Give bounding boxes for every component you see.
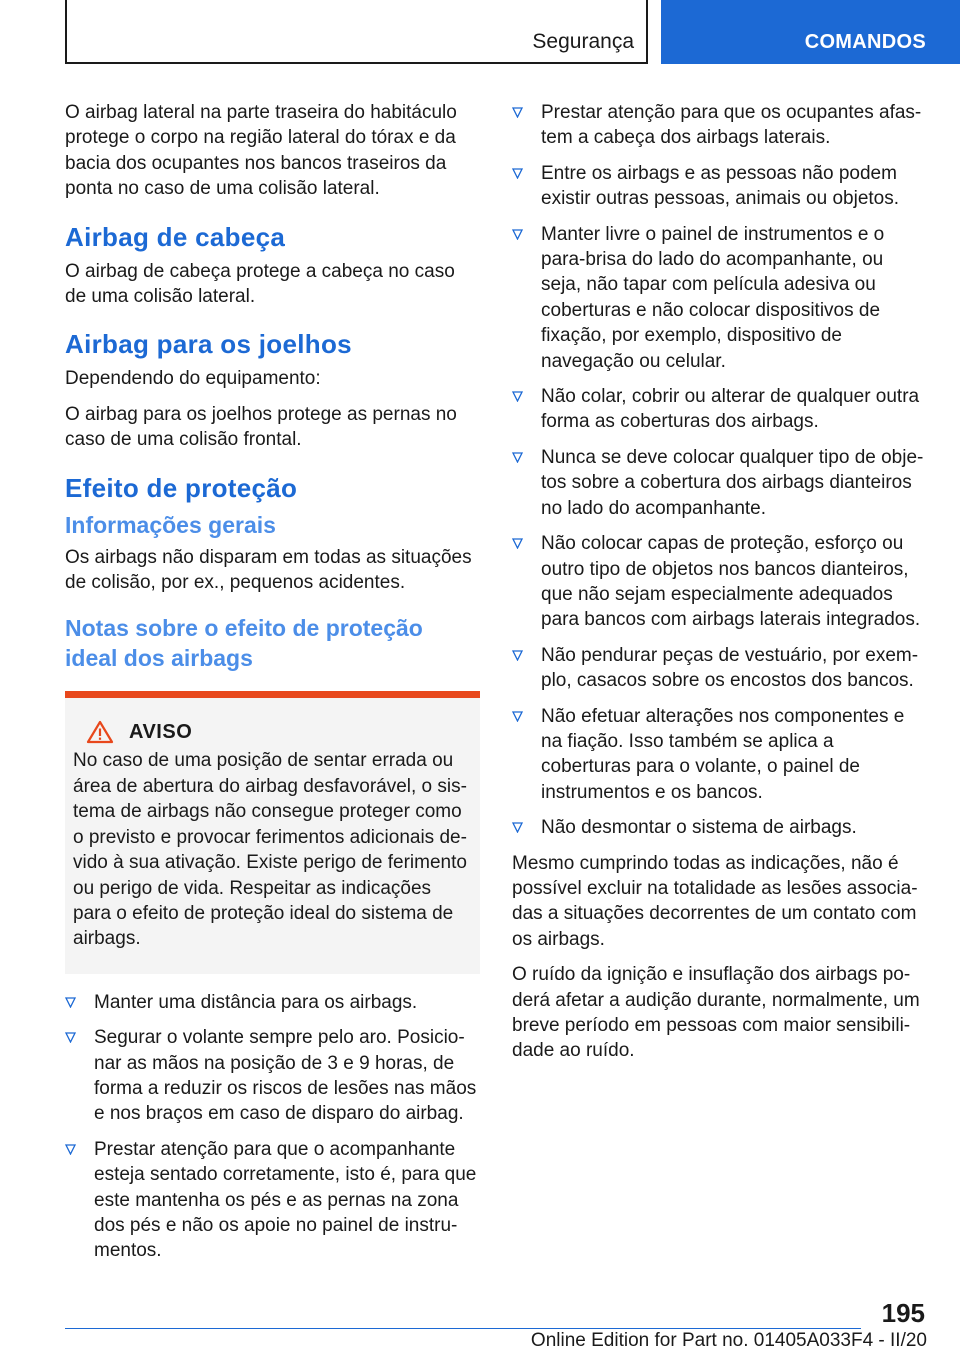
right-bullet-list [512,100,927,841]
triangle-bullet-icon [512,107,523,118]
notes-heading: Notas sobre o efeito de proteção ideal dos airbags [65,615,423,672]
list-item: Entre os airbags e as pessoas não podem existir outras pessoas, animais ou objetos. [512,161,927,212]
triangle-bullet-icon [512,650,523,661]
header-chapter-tab [661,0,960,64]
knee-airbag-equipment-note: Dependendo do equipamento: [65,368,321,390]
list-item: Prestar atenção para que os ocupantes afastem a cabeça dos airbags laterais. [512,100,927,151]
list-item: Manter livre o painel de instrumentos e o para-brisa do lado do acompanhante, ou seja, não tapar com película adesiva ou coberturas e não colocar dispositivos de fixação, por exemplo, dispositivo de navegação ou celular. [512,222,927,374]
header-section-tab [65,0,648,64]
intro-paragraph: O airbag lateral na parte traseira do habitáculo protege o corpo na região lateral do tórax e da bacia dos ocupantes nos bancos traseiros da ponta no caso de uma colisão lateral. [65,102,457,200]
warning-header [73,720,470,744]
noise-paragraph: O ruído da ignição e insuflação dos airbags poderá afetar a audição durante, normalmente, um breve período em pessoas com maior sensibilidade ao ruído. [512,964,920,1062]
head-airbag-heading: Airbag de cabeça [65,221,286,252]
list-item: Não colar, cobrir ou alterar de qualquer outra forma as coberturas dos airbags. [512,384,927,435]
list-item: Manter uma distância para os airbags. [65,990,480,1015]
page-number: 195 [881,1298,925,1328]
left-bullet-list [65,990,480,1264]
list-item: Nunca se deve colocar qualquer tipo de objetos sobre a cobertura dos airbags dianteiros no lado do acompanhante. [512,445,927,521]
list-item: Não efetuar alterações nos componentes e na fiação. Isso também se aplica a coberturas para o volante, o painel de instrumentos e os bancos. [512,704,927,806]
list-item: Segurar o volante sempre pelo aro. Posicionar as mãos na posição de 3 e 9 horas, de forma a reduzir os riscos de lesões nas mãos e nos braços em caso de disparo do airbag. [65,1025,480,1127]
warning-box [65,691,480,973]
general-info-heading: Informações gerais [65,511,276,538]
warning-label: AVISO [129,720,193,743]
warning-text: No caso de uma posição de sentar errada ou área de abertura do airbag desfavorável, o sistema de airbags não consegue proteger como o previsto e provocar ferimentos adicionais devido à sua ativação. Existe perigo de ferimento ou perigo de vida. Respeitar as indicações para o efeito de proteção ideal do sistema de airbags. [73,750,467,950]
list-item: Não pendurar peças de vestuário, por exemplo, casacos sobre os encostos dos bancos. [512,643,927,694]
protection-heading: Efeito de proteção [65,472,298,503]
list-item: Não desmontar o sistema de airbags. [512,815,927,840]
triangle-bullet-icon [512,538,523,549]
triangle-bullet-icon [512,711,523,722]
footer-edition: Online Edition for Part no. 01405A033F4 - II/20 [530,1330,927,1351]
triangle-bullet-icon [65,997,76,1008]
general-info-paragraph: Os airbags não disparam em todas as situações de colisão, por ex., pequenos acidentes. [65,546,472,594]
right-column [512,100,927,1074]
list-item: Prestar atenção para que o acompanhante esteja sentado corretamente, isto é, para que este mantenha os pés e as pernas na zona dos pés e não os apoie no painel de instrumentos. [65,1137,480,1264]
triangle-bullet-icon [65,1144,76,1155]
triangle-bullet-icon [512,391,523,402]
contact-paragraph: Mesmo cumprindo todas as indicações, não é possível excluir na totalidade as lesões associadas a situações decorrentes de um contato com os airbags. [512,852,918,950]
footer-divider [65,1328,861,1329]
triangle-bullet-icon [512,229,523,240]
triangle-bullet-icon [512,452,523,463]
triangle-bullet-icon [512,168,523,179]
list-item: Não colocar capas de proteção, esforço ou outro tipo de objetos nos bancos dianteiros, que não sejam especialmente adequados para bancos com airbags laterais integrados. [512,531,927,633]
section-title: Segurança [532,30,634,53]
triangle-bullet-icon [512,822,523,833]
triangle-bullet-icon [65,1032,76,1043]
warning-triangle-icon [86,720,114,744]
left-column [65,100,480,1274]
chapter-title: COMANDOS [804,31,926,53]
knee-airbag-paragraph: O airbag para os joelhos protege as pernas no caso de uma colisão frontal. [65,403,457,451]
head-airbag-paragraph: O airbag de cabeça protege a cabeça no caso de uma colisão lateral. [65,260,455,308]
knee-airbag-heading: Airbag para os joelhos [65,329,352,360]
